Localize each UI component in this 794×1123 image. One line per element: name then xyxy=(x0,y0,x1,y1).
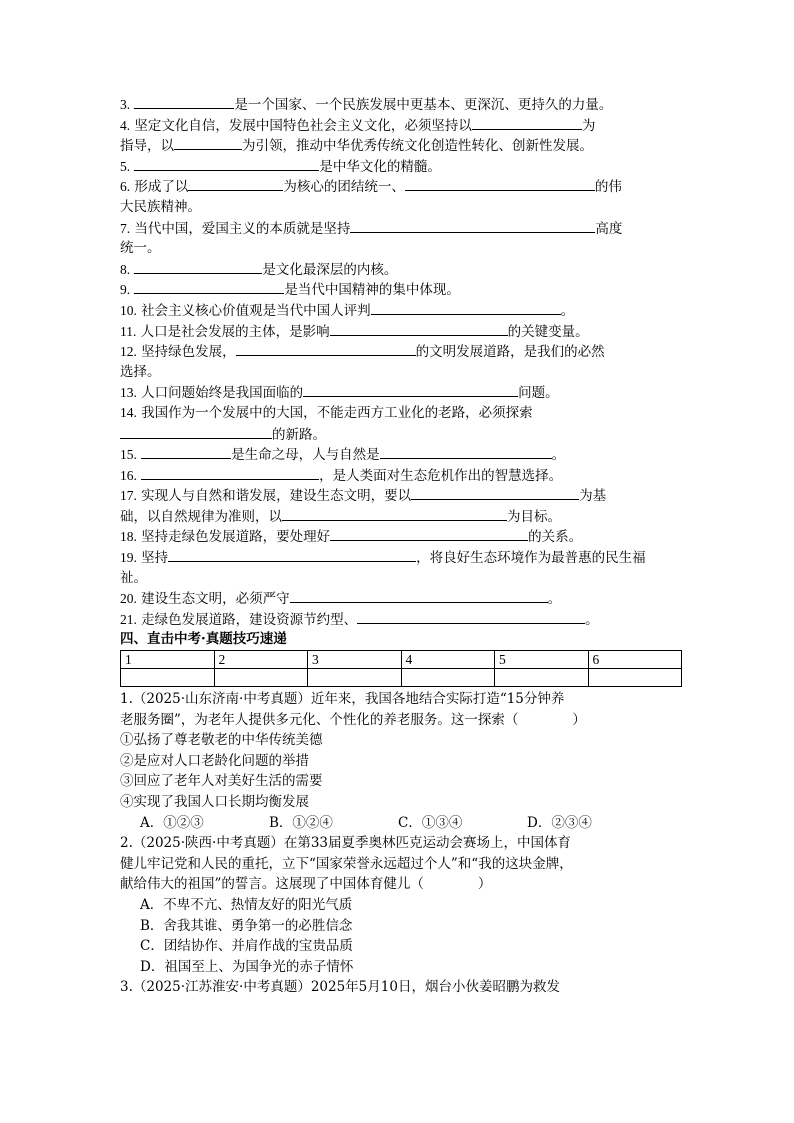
blank-line-20: 20. 建设生态文明，必须严守 。 xyxy=(120,588,680,609)
answer-cell[interactable] xyxy=(588,669,682,687)
answer-blank[interactable] xyxy=(330,526,528,541)
choice-b[interactable]: B．①②④ xyxy=(269,814,333,831)
choice-a[interactable]: A．①②③ xyxy=(140,814,204,831)
choice-row xyxy=(120,813,680,834)
answer-blank[interactable] xyxy=(236,341,416,356)
answer-blank[interactable] xyxy=(134,94,234,109)
answer-blank[interactable] xyxy=(330,321,508,336)
answer-blank[interactable] xyxy=(141,444,231,459)
blank-line-11: 11. 人口是社会发展的主体，是影响 的关键变量。 xyxy=(120,321,680,342)
blank-line-15: 15. 是生命之母，人与自然是 。 xyxy=(120,444,680,465)
choice-c[interactable]: C．团结协作、并肩作战的宝贵品质 xyxy=(140,938,353,955)
answer-blank[interactable] xyxy=(168,547,416,562)
choice-d[interactable]: D．祖国至上、为国争光的赤子情怀 xyxy=(140,958,354,975)
question-stem: 2.（2025·陕西·中考真题）在第33届夏季奥林匹克运动会赛场上，中国体育 xyxy=(120,835,571,852)
choice-b[interactable]: B．舍我其谁、勇争第一的必胜信念 xyxy=(140,917,353,934)
answer-table-header-row xyxy=(121,651,682,669)
section-title: 四、直击中考·真题技巧速递 xyxy=(120,631,287,648)
blank-line-6: 6. 形成了以 为核心的团结统一、 的伟 xyxy=(120,176,680,197)
answer-blank[interactable] xyxy=(134,259,262,274)
answer-table-header: 1 xyxy=(121,651,215,669)
blank-line-17-cont: 础，以自然规律为准则，以 为目标。 xyxy=(120,506,680,527)
blank-line-8: 8. 是文化最深层的内核。 xyxy=(120,259,680,280)
answer-blank[interactable] xyxy=(174,135,242,150)
blank-line-7: 7. 当代中国，爱国主义的本质就是坚持 高度 xyxy=(120,218,680,239)
answer-table-header: 5 xyxy=(495,651,589,669)
answer-table-header: 4 xyxy=(401,651,495,669)
question-stem: 老服务圈”，为老年人提供多元化、个性化的养老服务。这一探索（ ） xyxy=(120,711,586,728)
blank-line-12: 12. 坚持绿色发展， 的文明发展道路，是我们的必然 xyxy=(120,341,680,362)
question-1 xyxy=(120,689,680,833)
answer-blank[interactable] xyxy=(405,176,595,191)
blank-line-19: 19. 坚持 ，将良好生态环境作为最普惠的民生福 xyxy=(120,547,680,568)
worksheet-page xyxy=(120,94,680,998)
answer-blank[interactable] xyxy=(380,444,552,459)
answer-blank[interactable] xyxy=(357,609,585,624)
statement: ③回应了老年人对美好生活的需要 xyxy=(120,773,323,790)
statement: ①弘扬了尊老敬老的中华传统美德 xyxy=(120,732,323,749)
blank-line-5: 5. 是中华文化的精髓。 xyxy=(120,156,680,177)
blank-line-14-cont: 的新路。 xyxy=(120,424,680,445)
blank-line-7-cont: 统一。 xyxy=(120,240,161,257)
answer-cell[interactable] xyxy=(121,669,215,687)
statement: ④实现了我国人口长期均衡发展 xyxy=(120,794,309,810)
blank-line-6-cont: 大民族精神。 xyxy=(120,198,201,215)
blank-line-13: 13. 人口问题始终是我国面临的 问题。 xyxy=(120,382,680,403)
blank-line-10: 10. 社会主义核心价值观是当代中国人评判 。 xyxy=(120,300,680,321)
blank-line-14: 14. 我国作为一个发展中的大国，不能走西方工业化的老路，必须探索 xyxy=(120,404,533,421)
answer-blank[interactable] xyxy=(350,218,595,233)
answer-table-header: 6 xyxy=(588,651,682,669)
answer-blank[interactable] xyxy=(134,279,284,294)
answer-blank[interactable] xyxy=(472,115,582,130)
question-3 xyxy=(120,977,680,998)
blank-line-9: 9. 是当代中国精神的集中体现。 xyxy=(120,279,680,300)
blank-line-4-cont: 指导，以 为引领，推动中华优秀传统文化创造性转化、创新性发展。 xyxy=(120,135,680,156)
blank-line-4: 4. 坚定文化自信，发展中国特色社会主义文化，必须坚持以 为 xyxy=(120,115,680,136)
answer-cell[interactable] xyxy=(401,669,495,687)
answer-blank[interactable] xyxy=(290,588,548,603)
answer-blank[interactable] xyxy=(141,465,319,480)
blank-line-16: 16. ，是人类面对生态危机作出的智慧选择。 xyxy=(120,465,680,486)
answer-blank[interactable] xyxy=(120,424,272,439)
answer-cell[interactable] xyxy=(214,669,308,687)
blank-line-21: 21. 走绿色发展道路，建设资源节约型、 。 xyxy=(120,609,680,630)
answer-table-input-row xyxy=(121,669,682,687)
choice-a[interactable]: A．不卑不亢、热情友好的阳光气质 xyxy=(140,896,353,913)
answer-table-header: 2 xyxy=(214,651,308,669)
answer-blank[interactable] xyxy=(411,485,579,500)
answer-cell[interactable] xyxy=(308,669,402,687)
answer-blank[interactable] xyxy=(134,156,319,171)
question-2 xyxy=(120,833,680,977)
blank-line-18: 18. 坚持走绿色发展道路，要处理好 的关系。 xyxy=(120,526,680,547)
answer-table-header: 3 xyxy=(308,651,402,669)
blank-line-12-cont: 选择。 xyxy=(120,363,161,380)
answer-blank[interactable] xyxy=(303,382,518,397)
blank-line-17: 17. 实现人与自然和谐发展，建设生态文明，要以 为基 xyxy=(120,485,680,506)
answer-blank[interactable] xyxy=(282,506,507,521)
statement: ②是应对人口老龄化问题的举措 xyxy=(120,752,309,769)
choice-d[interactable]: D．②③④ xyxy=(527,814,592,831)
answer-blank[interactable] xyxy=(371,300,561,315)
answer-cell[interactable] xyxy=(495,669,589,687)
choice-c[interactable]: C．①③④ xyxy=(398,814,463,831)
answer-blank[interactable] xyxy=(188,176,283,191)
fill-blank-section xyxy=(120,94,680,629)
question-stem: 献给伟大的祖国”的誓言。这展现了中国体育健儿（ ） xyxy=(120,876,492,893)
question-stem: 1.（2025·山东济南·中考真题）近年来，我国各地结合实际打造“15分钟养 xyxy=(120,691,565,708)
question-stem: 3.（2025·江苏淮安·中考真题）2025年5月10日，烟台小伙姜昭鹏为救发 xyxy=(120,979,560,996)
blank-line-3: 3. 是一个国家、一个民族发展中更基本、更深沉、更持久的力量。 xyxy=(120,94,680,115)
answer-table xyxy=(120,650,682,687)
question-stem: 健儿牢记党和人民的重托，立下“国家荣誉永远超过个人”和“我的这块金牌， xyxy=(120,855,573,872)
blank-line-19-cont: 祉。 xyxy=(120,569,147,586)
